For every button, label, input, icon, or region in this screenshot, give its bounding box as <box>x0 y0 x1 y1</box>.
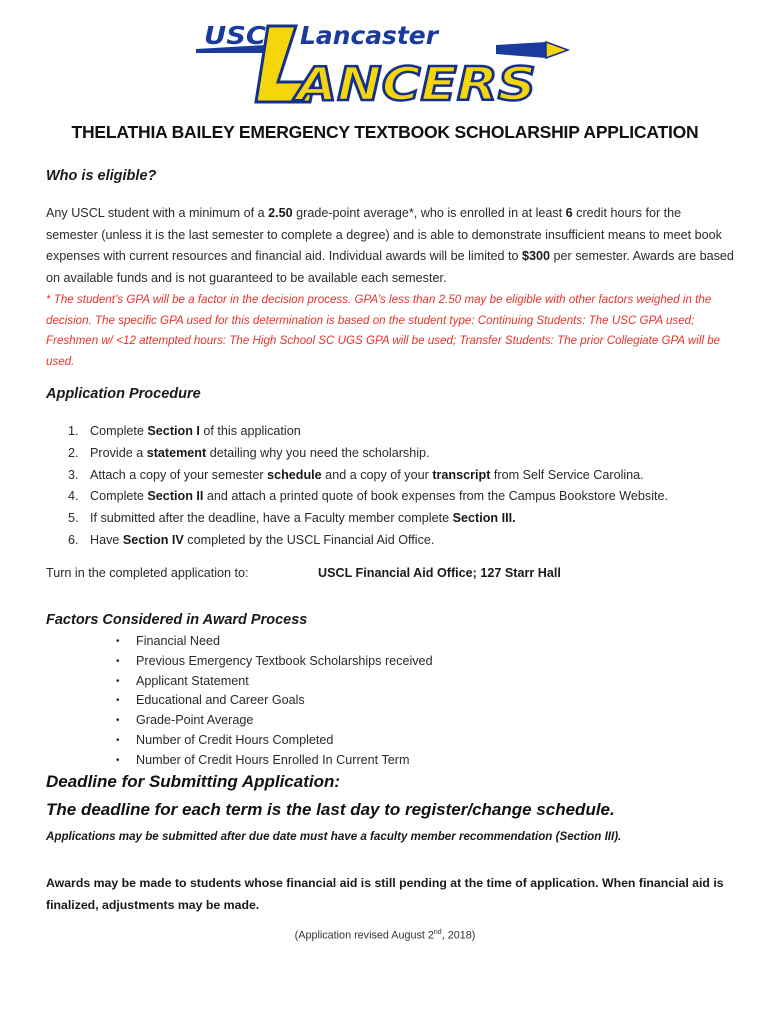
logo-usc-text: USC <box>204 21 267 50</box>
eligibility-paragraph: Any USCL student with a minimum of a 2.50 grade-point average*, who is enrolled in at least 6 credit hours for the semester (unless it is the last semester to complete a degree) and is able to demonstrate insufficient means to meet book expenses with current resources and financial aid. Individual awards will be limited to $300 per semester. Awards are based on available funds and is not guaranteed to be available each semester. <box>46 206 734 285</box>
procedure-heading: Application Procedure <box>46 386 201 402</box>
bullet-icon: • <box>116 675 120 687</box>
eligibility-heading: Who is eligible? <box>46 168 157 184</box>
revision-date: (Application revised August 2nd, 2018) <box>294 929 476 942</box>
list-item: • Number of Credit Hours Completed <box>116 731 433 751</box>
list-item: • Applicant Statement <box>116 672 433 692</box>
procedure-list <box>68 421 668 552</box>
bullet-icon: • <box>116 695 120 707</box>
bullet-icon: • <box>116 734 120 746</box>
awards-note: Awards may be made to students whose financial aid is still pending at the time of application. When financial aid is finalized, adjustments may be made. <box>46 876 724 912</box>
procedure-step: 5. If submitted after the deadline, have a Faculty member complete Section III. <box>68 511 516 526</box>
list-item: • Financial Need <box>116 632 433 652</box>
turn-in-label: Turn in the completed application to: <box>46 566 249 580</box>
deadline-statement: The deadline for each term is the last day to register/change schedule. <box>46 800 615 819</box>
procedure-step: 4. Complete Section II and attach a printed quote of book expenses from the Campus Bookstore Website. <box>68 489 669 504</box>
deadline-heading: Deadline for Submitting Application: <box>46 772 341 791</box>
procedure-step: 1. Complete Section I of this application <box>68 424 301 438</box>
procedure-step: 2. Provide a statement detailing why you need the scholarship. <box>68 445 430 460</box>
list-item: • Educational and Career Goals <box>116 691 433 711</box>
procedure-step: 6. Have Section IV completed by the USCL Financial Aid Office. <box>68 532 435 547</box>
late-submission-note: Applications may be submitted after due date must have a faculty member recommendation (Section III). <box>46 830 622 843</box>
factors-heading: Factors Considered in Award Process <box>46 612 308 628</box>
gpa-note: * The student’s GPA will be a factor in the decision process. GPA’s less than 2.50 may be eligible with other factors weighed in the decision. The specific GPA used for this determination is based on the student type: Continuing Students: The USC GPA used; Freshmen w/ <12 attempted hours: The High School SC UGS GPA will be used; Transfer Students: The prior Collegiate GPA will be used. <box>46 293 721 368</box>
bullet-icon: • <box>116 715 120 727</box>
usc-lancaster-lancers-logo <box>196 20 576 110</box>
bullet-icon: • <box>116 754 120 766</box>
list-item: • Number of Credit Hours Enrolled In Current Term <box>116 751 433 771</box>
turn-in-location: USCL Financial Aid Office; 127 Starr Hall <box>318 566 561 580</box>
logo-lancers-text: ANCERS <box>292 57 536 110</box>
bullet-icon: • <box>116 655 120 667</box>
page-title: THELATHIA BAILEY EMERGENCY TEXTBOOK SCHOLARSHIP APPLICATION <box>71 122 699 142</box>
logo-lancaster-text: Lancaster <box>300 21 440 50</box>
factors-list <box>116 632 433 771</box>
list-item: • Previous Emergency Textbook Scholarships received <box>116 652 433 672</box>
bullet-icon: • <box>116 636 120 647</box>
procedure-step: 3. Attach a copy of your semester schedule and a copy of your transcript from Self Service Carolina. <box>68 467 644 482</box>
list-item: • Grade-Point Average <box>116 711 433 731</box>
